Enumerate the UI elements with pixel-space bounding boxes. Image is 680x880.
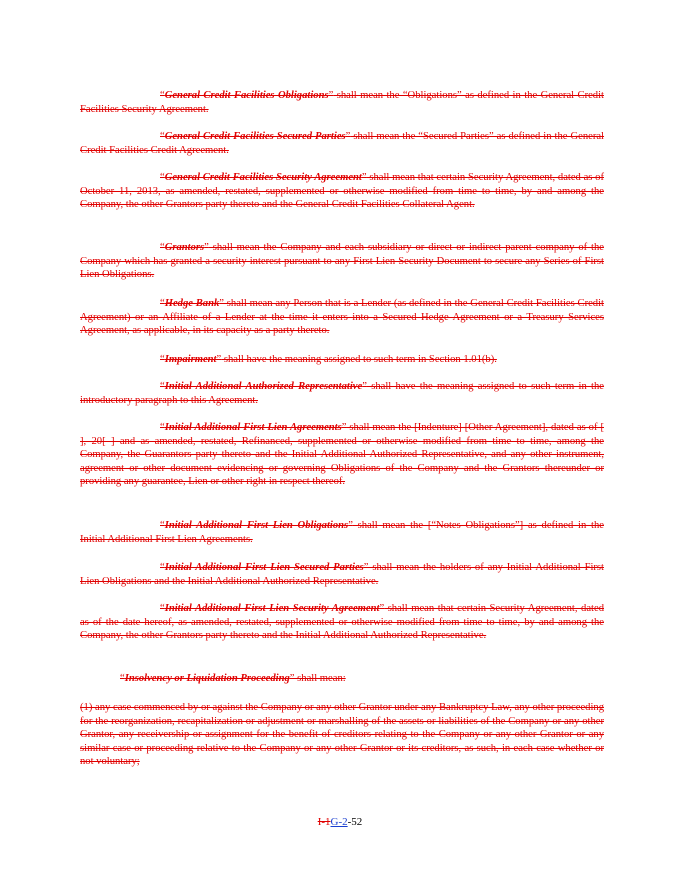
defined-term: Grantors	[164, 242, 205, 253]
definition-text: shall mean the holders of any Initial Additional First Lien Obligations and the Initial Additional Authorized Representative.	[80, 562, 604, 587]
definition-initial-additional-first-lien-obligations: “Initial Additional First Lien Obligations” shall mean the [“Notes Obligations”] as defined in the Initial Additional First Lien Agreements.	[80, 520, 604, 545]
definition-grantors: “Grantors” shall mean the Company and each subsidiary or direct or indirect parent company of the Company which has granted a security interest pursuant to any First Lien Security Document to secure any Series of First Lien Obligations.	[80, 242, 604, 280]
footer-page-number: -52	[347, 816, 363, 828]
definition-general-credit-facilities-obligations: “General Credit Facilities Obligations” shall mean the “Obligations” as defined in the General Credit Facilities Security Agreement.	[80, 90, 604, 115]
definition-text: shall mean the [“Notes Obligations”] as defined in the Initial Additional First Lien Agreements.	[80, 520, 604, 545]
definition-insolvency-or-liquidation-proceeding: “Insolvency or Liquidation Proceeding” shall mean:	[120, 673, 346, 684]
page-footer	[0, 816, 680, 830]
definition-text: shall mean that certain Security Agreement, dated as of the date hereof, as amended, restated, supplemented or otherwise modified from time to time, by and among the Company, the other Grantors party thereto and the Initial Additional Authorized Representative.	[80, 603, 604, 641]
defined-term: Initial Additional First Lien Agreements	[164, 422, 342, 433]
definition-text: shall mean the “Obligations” as defined in the General Credit Facilities Security Agreement.	[80, 90, 604, 115]
defined-term: General Credit Facilities Security Agreement	[164, 172, 362, 183]
definition-impairment: “Impairment” shall have the meaning assigned to such term in Section 1.01(b).	[160, 354, 497, 365]
definition-general-credit-facilities-secured-parties: “General Credit Facilities Secured Parties” shall mean the “Secured Parties” as defined in the General Credit Facilities Credit Agreement.	[80, 131, 605, 156]
definition-text: shall mean the “Secured Parties” as defined in the General Credit Facilities Credit Agreement.	[80, 131, 605, 156]
definition-initial-additional-first-lien-secured-parties: “Initial Additional First Lien Secured Parties” shall mean the holders of any Initial Additional First Lien Obligations and the Initial Additional Authorized Representative.	[80, 562, 604, 587]
defined-term: Initial Additional Authorized Representative	[164, 381, 363, 392]
definition-text: shall mean that certain Security Agreement, dated as of October 11, 2013, as amended, restated, supplemented or otherwise modified from time to time, by and among the Company, the other Grantors party thereto and the General Credit Facilities Collateral Agent.	[80, 172, 604, 210]
defined-term: General Credit Facilities Secured Parties	[164, 131, 346, 142]
definition-text: shall mean any Person that is a Lender (as defined in the General Credit Facilities Credit Agreement) or an Affiliate of a Lender at the time it enters into a Secured Hedge Agreement or a Treasury Services Agreement, as applicable, in its capacity as a party thereto.	[80, 298, 604, 336]
clause-text: (1) any case commenced by or against the Company or any other Grantor under any Bankruptcy Law, any other proceeding for the reorganization, recapitalization or adjustment or marshalling of the assets or liabilities of the Company or any other Grantor, any receivership or assignment for the benefit of creditors relating to the Company or any other Grantor or any similar case or proceeding relative to the Company or any other Grantor or its creditors, as such, in each case whether or not voluntary;	[80, 702, 604, 767]
defined-term: Initial Additional First Lien Obligations	[164, 520, 349, 531]
definition-hedge-bank: “Hedge Bank” shall mean any Person that is a Lender (as defined in the General Credit Facilities Credit Agreement) or an Affiliate of a Lender at the time it enters into a Secured Hedge Agreement or a Treasury Services Agreement, as applicable, in its capacity as a party thereto.	[80, 298, 604, 336]
definition-general-credit-facilities-security-agreement: “General Credit Facilities Security Agreement” shall mean that certain Security Agreement, dated as of October 11, 2013, as amended, restated, supplemented or otherwise modified from time to time, by and among the Company, the other Grantors party thereto and the General Credit Facilities Collateral Agent.	[80, 172, 604, 210]
defined-term: Impairment	[164, 354, 217, 365]
clause-1	[80, 701, 604, 769]
defined-term: Initial Additional First Lien Security Agreement	[164, 603, 380, 614]
footer-inserted-number: G-2	[330, 816, 348, 828]
defined-term: General Credit Facilities Obligations	[164, 90, 329, 101]
defined-term: Hedge Bank	[164, 298, 220, 309]
definition-text: shall have the meaning assigned to such term in the introductory paragraph to this Agreement.	[80, 381, 605, 406]
definition-text: shall mean the Company and each subsidiary or direct or indirect parent company of the Company which has granted a security interest pursuant to any First Lien Security Document to secure any Series of First Lien Obligations.	[80, 242, 604, 280]
definition-text: shall mean:	[294, 673, 346, 684]
footer-deleted-number: I-1	[317, 816, 331, 828]
definition-initial-additional-first-lien-security-agreement: “Initial Additional First Lien Security Agreement” shall mean that certain Security Agreement, dated as of the date hereof, as amended, restated, supplemented or otherwise modified from time to time, by and among the Company, the other Grantors party thereto and the Initial Additional Authorized Representative.	[80, 603, 604, 641]
definition-initial-additional-authorized-representative: “Initial Additional Authorized Representative” shall have the meaning assigned to such term in the introductory paragraph to this Agreement.	[80, 381, 605, 406]
definition-text: shall have the meaning assigned to such term in Section 1.01(b).	[221, 354, 497, 365]
definition-initial-additional-first-lien-agreements: “Initial Additional First Lien Agreements” shall mean the [Indenture] [Other Agreement], dated as of [ ], 20[ ] and as amended, restated, Refinanced, supplemented or otherwise modified from time to time, among the Company, the Guarantors party thereto and the Initial Additional Authorized Representative, and any other instrument, agreement or other document evidencing or governing Obligations of the Company and the Grantors thereunder or providing any guarantee, Lien or other right in respect thereof.	[80, 422, 604, 487]
defined-term: Initial Additional First Lien Secured Parties	[164, 562, 364, 573]
definition-text: shall mean the [Indenture] [Other Agreement], dated as of [ ], 20[ ] and as amended, restated, Refinanced, supplemented or otherwise modified from time to time, among the Company, the Guarantors party thereto and the Initial Additional Authorized Representative, and any other instrument, agreement or other document evidencing or governing Obligations of the Company and the Grantors thereunder or providing any guarantee, Lien or other right in respect thereof.	[80, 422, 604, 487]
defined-term: Insolvency or Liquidation Proceeding	[124, 673, 290, 684]
